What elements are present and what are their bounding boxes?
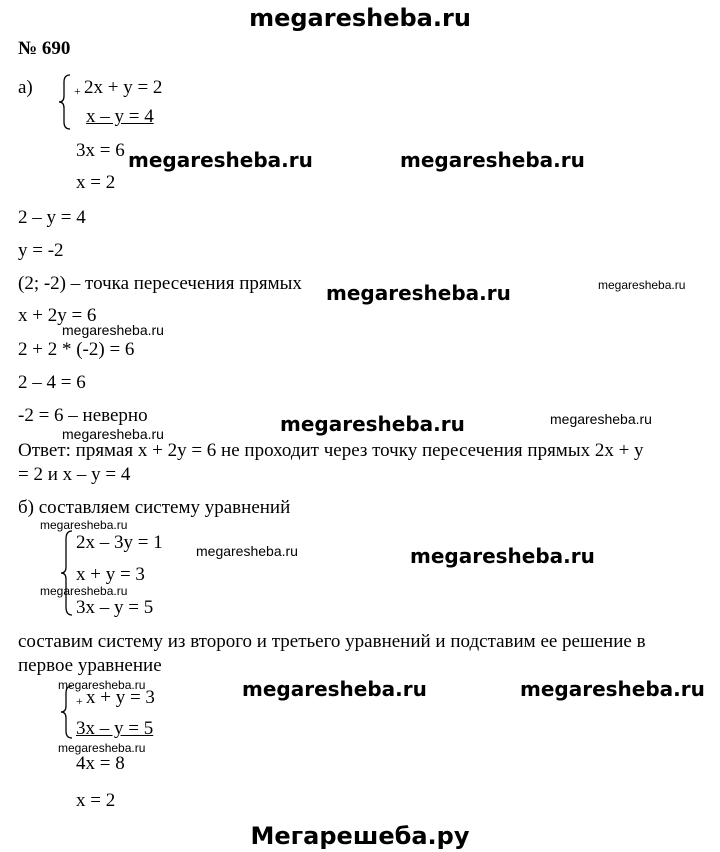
system-brace-icon	[58, 74, 72, 130]
equation: 3x – y = 5	[76, 597, 154, 618]
solution-line: -2 = 6 – неверно	[18, 405, 148, 426]
sum-line: 3x = 6	[76, 140, 125, 161]
watermark: megaresheba.ru	[598, 278, 686, 292]
system-brace-icon	[60, 685, 74, 739]
system-brace-icon	[60, 530, 74, 616]
sum-line: 4x = 8	[76, 753, 125, 774]
answer-line: = 2 и x – y = 4	[18, 464, 131, 485]
solution-line: 2 – y = 4	[18, 207, 86, 228]
watermark: megaresheba.ru	[58, 741, 146, 755]
watermark: megaresheba.ru	[62, 322, 164, 338]
text-line: составим систему из второго и третьего уравнений и подставим ее решение в	[18, 631, 646, 652]
part-a-label: а)	[18, 77, 33, 98]
watermark: megaresheba.ru	[40, 584, 128, 598]
solution-line: x = 2	[76, 790, 116, 811]
equation: 2x + y = 2	[84, 77, 163, 98]
watermark: megaresheba.ru	[128, 148, 313, 172]
answer-line: Ответ: прямая x + 2y = 6 не проходит через точку пересечения прямых 2x + y	[18, 440, 644, 461]
plus-sign: +	[74, 84, 81, 98]
watermark: megaresheba.ru	[520, 677, 705, 701]
watermark: megaresheba.ru	[280, 412, 465, 436]
solution-line: y = -2	[18, 240, 64, 261]
plus-sign: +	[76, 694, 83, 708]
solution-line: x + 2y = 6	[18, 305, 97, 326]
watermark: megaresheba.ru	[400, 148, 585, 172]
watermark: megaresheba.ru	[410, 544, 595, 568]
equation: x + y = 3	[86, 687, 155, 708]
watermark: megaresheba.ru	[40, 518, 128, 532]
site-header: megaresheba.ru	[249, 4, 471, 32]
equation: 2x – 3y = 1	[76, 532, 163, 553]
problem-number: № 690	[18, 38, 71, 59]
watermark: megaresheba.ru	[58, 678, 146, 692]
watermark: megaresheba.ru	[550, 411, 652, 427]
part-b-intro: б) составляем систему уравнений	[18, 497, 291, 518]
watermark: megaresheba.ru	[196, 543, 298, 559]
equation: x – y = 4	[86, 106, 154, 127]
solution-line: (2; -2) – точка пересечения прямых	[18, 273, 302, 294]
site-footer: Мегарешеба.ру	[250, 822, 470, 850]
solution-line: 2 – 4 = 6	[18, 372, 86, 393]
watermark: megaresheba.ru	[326, 281, 511, 305]
solution-line: x = 2	[76, 172, 116, 193]
watermark: megaresheba.ru	[62, 426, 164, 442]
equation: x + y = 3	[76, 564, 145, 585]
solution-line: 2 + 2 * (-2) = 6	[18, 339, 135, 360]
watermark: megaresheba.ru	[242, 677, 427, 701]
equation: 3x – y = 5	[76, 718, 154, 739]
text-line: первое уравнение	[18, 655, 162, 676]
